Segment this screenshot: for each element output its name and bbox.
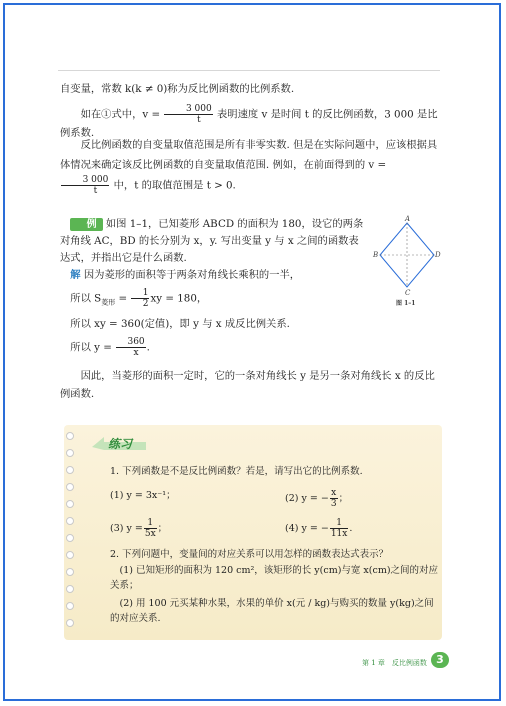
- fraction-numerator: 3 000: [164, 104, 212, 115]
- q1-item-2-label: (2): [285, 493, 299, 504]
- fraction-numerator: 1: [144, 518, 157, 529]
- period: .: [146, 341, 150, 354]
- q1-item-1-label: (1): [110, 490, 124, 501]
- exercise-title: 练习: [108, 437, 133, 451]
- binder-ring-icon: [66, 619, 74, 627]
- conclusion-text: 因此，当菱形的面积一定时，它的一条对角线长 y 是另一条对角线长 x 的反比例函数.: [60, 370, 435, 400]
- binder-ring-icon: [66, 483, 74, 491]
- paragraph-1: [60, 81, 442, 97]
- q1-item-4: [285, 518, 352, 539]
- fraction-360-over-x: [116, 337, 145, 358]
- binder-ring-icon: [66, 432, 74, 440]
- fraction-3000-over-t: [164, 104, 212, 125]
- binder-ring-icon: [66, 568, 74, 576]
- q1-item-3-fraction: [144, 518, 157, 539]
- q1-item-3-label: (3): [110, 523, 124, 534]
- conclusion: [60, 367, 442, 403]
- fraction-numerator: 1: [330, 518, 349, 529]
- solution-tag: 解: [70, 269, 81, 281]
- figure-caption: 图 1–1: [396, 300, 416, 307]
- binder-ring-icon: [66, 517, 74, 525]
- paragraph-3-tail: 中，t 的取值范围是 t > 0.: [113, 179, 236, 192]
- q1-item-4-end: .: [349, 523, 353, 534]
- page-number: 3: [431, 652, 449, 668]
- fraction-denominator: 2: [142, 299, 149, 309]
- q1-item-4-lhs: y = −: [301, 523, 329, 534]
- paragraph-3: [60, 135, 442, 196]
- paragraph-2-lead: 如在①式中，: [80, 108, 143, 121]
- binder-rings: [66, 432, 74, 636]
- vertex-b-label: B: [373, 251, 379, 259]
- vertex-c-label: C: [405, 289, 411, 297]
- vertex-d-label: D: [435, 251, 441, 259]
- q1-item-3-end: ；: [157, 523, 168, 534]
- fraction-denominator: t: [93, 186, 98, 196]
- solution-line-2: 所以 S: [70, 292, 102, 305]
- q1-item-4-label: (4): [285, 523, 299, 534]
- fraction-numerator: 3 000: [61, 175, 109, 186]
- binder-ring-icon: [66, 602, 74, 610]
- q1-item-2-fraction: [330, 488, 338, 509]
- footer-chapter: 第 1 章 反比例函数: [362, 659, 427, 667]
- exercise-q2: 2. 下列问题中，变量间的对应关系可以用怎样的函数表达式表示？: [110, 549, 389, 560]
- rhombus-figure: [372, 213, 442, 308]
- fraction-numerator: x: [331, 488, 337, 498]
- q1-item-1: y = 3x⁻¹；: [126, 490, 176, 501]
- q1-item-2-end: ；: [338, 493, 349, 504]
- paragraph-2-tail: 表明速度 v 是时间 t 的反比例函数，3 000 是比例系数.: [60, 108, 438, 139]
- binder-ring-icon: [66, 551, 74, 559]
- fraction-denominator: 11x: [330, 529, 348, 539]
- fraction-numerator: 1: [131, 288, 149, 299]
- binder-ring-icon: [66, 534, 74, 542]
- fraction-denominator: t: [197, 115, 201, 125]
- q1-item-2: [285, 488, 348, 509]
- solution-line-4: 所以 y =: [70, 341, 112, 354]
- binder-ring-icon: [66, 449, 74, 457]
- exercise-q1-row2: [110, 518, 440, 539]
- binder-ring-icon: [66, 585, 74, 593]
- vertex-a-label: A: [405, 215, 411, 223]
- example-block: [60, 216, 365, 358]
- fraction-denominator: x: [133, 347, 139, 358]
- solution-line-1: 因为菱形的面积等于两条对角线长乘积的一半，: [83, 269, 301, 281]
- example-text: 如图 1–1，已知菱形 ABCD 的面积为 180，设它的两条对角线 AC，BD 的长分别为 x，y. 写出变量 y 与 x 之间的函数表达式，并指出它是什么函数.: [60, 218, 364, 264]
- equals-sign: =: [118, 292, 128, 305]
- fraction-numerator: 360: [116, 337, 145, 348]
- exercise-q1: 1. 下列函数是不是反比例函数？若是，请写出它的比例系数.: [110, 466, 363, 477]
- q1-item-3-lhs: y =: [126, 523, 143, 534]
- q1-item-2-lhs: y = −: [301, 493, 329, 504]
- exercise-q2-1: (1) 已知矩形的面积为 120 cm²，该矩形的长 y(cm)与宽 x(cm)之间的对应关系；: [110, 565, 439, 591]
- q1-item-4-fraction: [330, 518, 349, 539]
- solution-line-2-tail: xy = 180，: [150, 292, 208, 305]
- header-rule: [58, 70, 440, 71]
- example-tag: 例: [70, 218, 102, 231]
- fraction-denominator: 5x: [144, 529, 156, 539]
- fraction-denominator: 3: [330, 499, 337, 509]
- exercise-q1-row1: [110, 488, 440, 509]
- binder-ring-icon: [66, 500, 74, 508]
- exercise-q2-2: (2) 用 100 元买某种水果，水果的单价 x(元 / kg)与购买的数量 y(kg)之间的对应关系.: [110, 598, 434, 624]
- paragraph-1-text: 自变量，常数 k(k ≠ 0)称为反比例函数的比例系数.: [60, 83, 295, 95]
- binder-ring-icon: [66, 466, 74, 474]
- fraction-half: [131, 288, 149, 309]
- subscript-rhombus: 菱形: [101, 298, 116, 307]
- paragraph-3-lead: 反比例函数的自变量取值范围是所有非零实数. 但是在实际问题中，应该根据具体情况来确定该反比例函数的自变量取值范围. 例如，在前面得到的 v =: [60, 139, 438, 171]
- formula-lhs: v =: [142, 108, 161, 121]
- fraction-3000-over-t-2: [61, 175, 109, 196]
- solution-line-3: 所以 xy = 360(定值)，即 y 与 x 成反比例关系.: [70, 317, 290, 330]
